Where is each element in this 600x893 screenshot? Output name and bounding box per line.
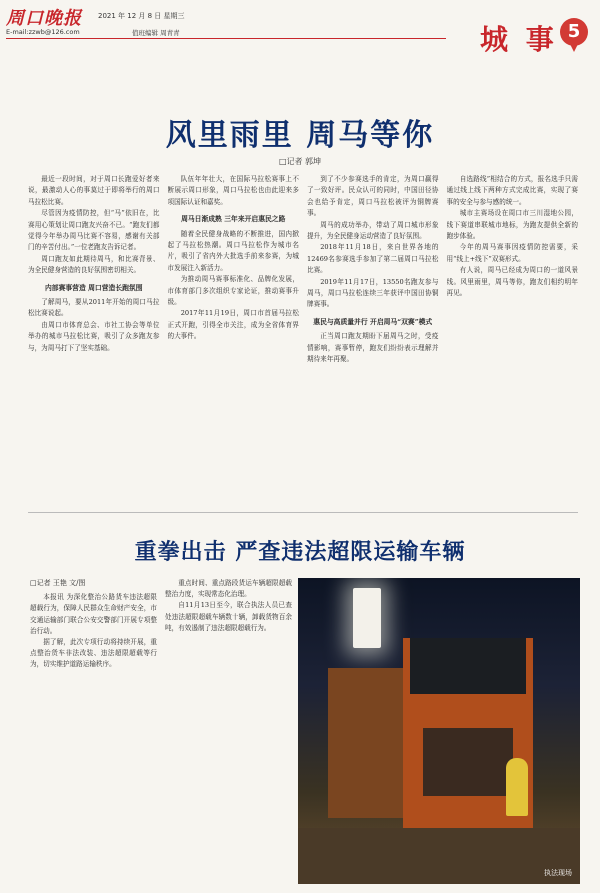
road [298,828,580,884]
article-divider [28,512,578,513]
article1-byline: □记者 郭坤 [278,157,322,166]
article2-column-2 [165,578,292,884]
paragraph: 2019年11月17日，13550名跑友参与周马，周口马拉松连续三年获评中国田协铜牌赛事。 [307,277,439,309]
paragraph: 据了解，此次专项行动将持续开展，重点整治货车非法改装、违法超限超载等行为，切实维护道路运输秩序。 [30,638,157,669]
paragraph: 城市主赛场设在周口市三川湿地公园，线下赛道串联城市地标，为跑友提供全新的跑步体验。 [446,209,578,241]
header-rule [6,38,446,39]
paragraph: 今年的周马赛事因疫情防控需要，采用“线上+线下”双赛形式。 [446,243,578,263]
paragraph: 队伍年年壮大，在国际马拉松赛事上不断展示周口形象，周口马拉松也由此迎来多项国际认证和嘉奖。 [167,175,299,206]
paragraph: 尽管因为疫情防控，但“马”依旧在，比赛用心策划让周口跑友兴奋不已。“跑友们都觉得今年举办周马比赛不容易，感谢有关部门的辛苦付出。”一位老跑友告诉记者。 [28,209,160,252]
paragraph: 自11月13日至今，联合执法人员已查处违法超限超载车辆数十辆，卸载货物百余吨，有效遏制了违法超限超载行为。 [165,601,292,632]
paragraph: 为推动周马赛事标准化、品牌化发展，市体育部门多次组织专家论证，推动赛事升级。 [167,275,299,307]
masthead [0,0,600,70]
paragraph: 自选路线”相结合的方式，报名选手只需通过线上线下两种方式完成比赛，实现了赛事的安全与参与感的统一。 [446,175,578,206]
paragraph: 最近一段时间，对于周口长跑爱好者来说，最激动人心的事莫过于即将举行的周口马拉松比赛。 [28,175,160,206]
enforcement-photo [298,578,580,884]
article1-headline: 风里雨里 周马等你 [165,118,435,153]
paragraph: 2017年11月19日，周口市首届马拉松正式开跑，引得全市关注，成为全省体育界的大事件。 [167,309,299,341]
subheading: 内部赛事营造 周口营造长跑氛围 [44,283,143,292]
subheading: 惠民与高质量并行 开启周马“双赛”模式 [313,317,433,326]
newspaper-logo: 周口晚报 [6,8,82,29]
photo-caption: 执法现场 [544,869,572,877]
paragraph: 有人说，周马已经成为周口的一道风景线。风里雨里，周马等你，跑友们相约明年再见。 [446,266,578,298]
article1-column-3 [307,174,439,504]
paragraph: 随着全民健身战略的不断推进，国内掀起了马拉松热潮。周口马拉松作为城市名片，吸引了省内外大批选手前来参赛，为城市发展注入新活力。 [167,229,299,272]
contact-email: E-mail:zzwb@126.com [6,28,80,36]
paragraph: 2018年11月18日，来自世界各地的12469名参赛选手参加了第二届周口马拉松比赛。 [307,243,439,275]
page-number: 5 [567,21,581,42]
paragraph: 了解周马，要从2011年开始的周口马拉松比赛说起。 [28,298,160,318]
floodlight [353,588,381,648]
article1-column-4 [447,174,579,504]
truck-cab [410,638,526,694]
truck-trailer [328,668,403,818]
paragraph: 周口跑友如此期待周马，和比赛背景、为全民健身营造的良好氛围密切相关。 [28,254,160,275]
truck-grille [423,728,513,796]
section-title: 城 事 [480,23,558,56]
article2-column-1 [30,578,157,884]
paragraph: 周马的成功举办，带动了周口城市形象提升，为全民健身运动营造了良好氛围。 [307,220,439,241]
paragraph: 正当周口跑友期盼下届周马之时，受疫情影响，赛事暂停，跑友们纷纷表示理解并期待来年再聚。 [307,332,439,364]
article2-byline: □记者 王艳 文/图 [30,579,86,587]
duty-editor: 值班编辑 周青青 [132,29,180,37]
paragraph: 到了不少参赛选手的肯定，为周口赢得了一致好评。民众认可的同时，中国田径协会也给予肯定，周口马拉松被评为铜牌赛事。 [307,175,439,218]
paragraph: 重点时间、重点路段货运车辆超限超载整治力度，实现常态化治理。 [165,579,292,599]
article2-body [30,578,292,884]
paragraph: 由周口市体育总会、市社工协会等单位举办的城市马拉松比赛，吸引了众多跑友参与，为周马打下了坚实基础。 [28,320,160,352]
issue-date: 2021 年 12 月 8 日 星期三 [98,12,185,20]
officer-figure [506,758,528,816]
article2-headline: 重拳出击 严查违法超限运输车辆 [134,539,466,565]
article1-body [28,174,578,504]
article1-column-1 [28,174,160,504]
paragraph: 本报讯 为深化整治公路货车违法超限超载行为，保障人民群众生命财产安全，市交通运输部门联合公安交警部门开展专项整治行动。 [30,593,157,635]
article1-column-2 [168,174,300,504]
page-number-pin-icon [560,18,588,54]
subheading: 周马日渐成熟 三年来开启惠民之路 [181,215,286,224]
